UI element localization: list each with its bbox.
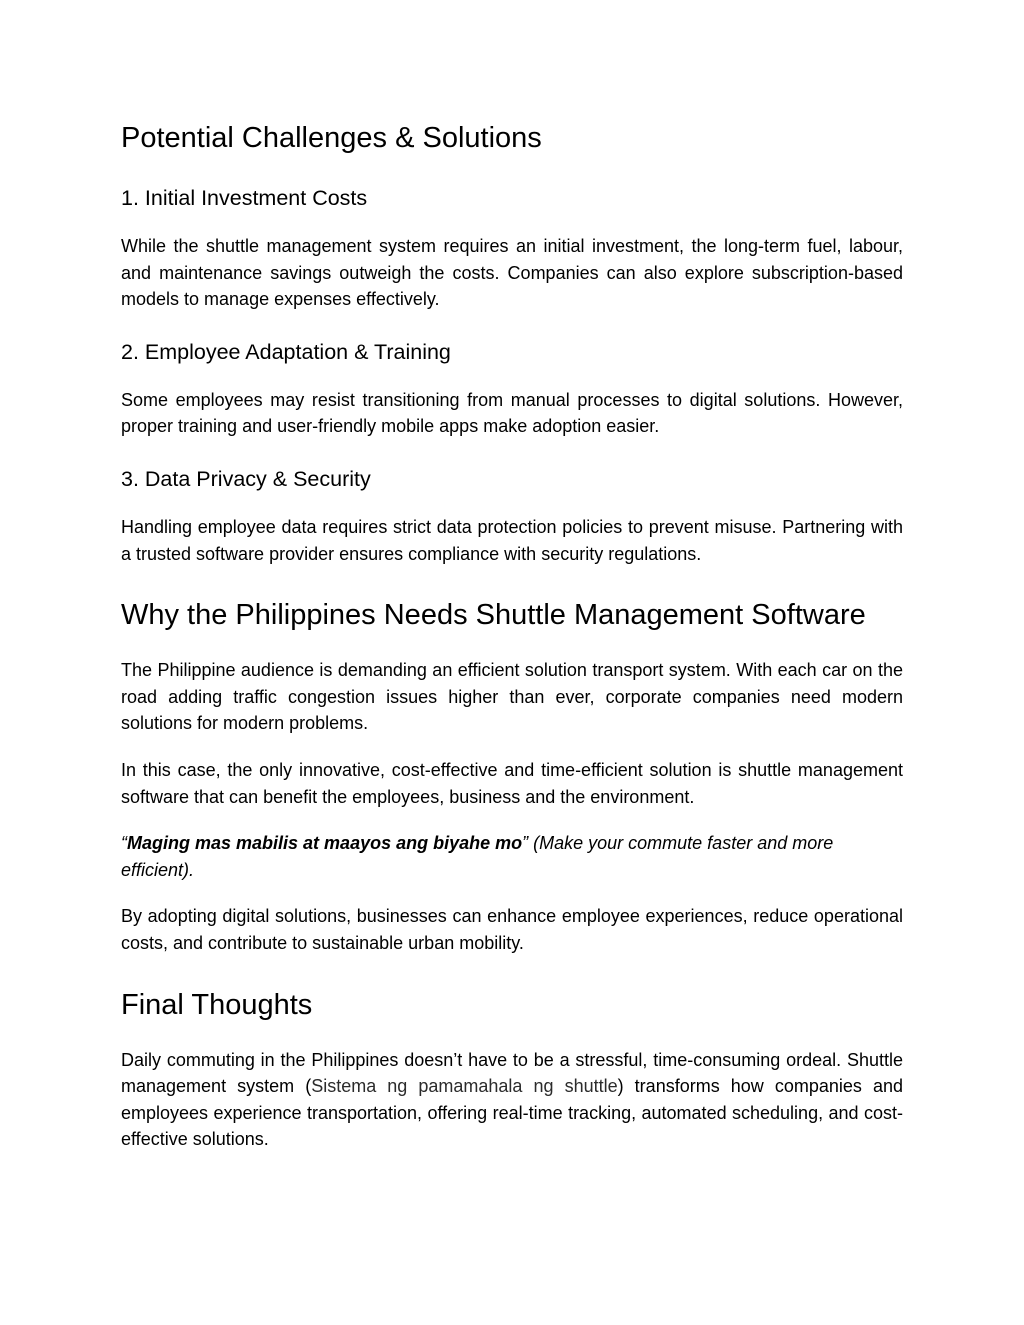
section-heading-challenges: Potential Challenges & Solutions — [121, 122, 542, 154]
final-text-before: Daily commuting in the Philippines doesn’t have to be a stressful, time-consuming ordeal. Shuttle management system ( — [121, 1049, 903, 1097]
final-text-after: ) transforms how companies and employees experience transportation, offering real-time tracking, automated scheduling, and cost-effective solutions. — [121, 1076, 903, 1150]
subheading-employee-adaptation: 2. Employee Adaptation & Training — [121, 339, 451, 364]
quote-open-mark: “ — [121, 833, 127, 854]
paragraph-final-thoughts — [121, 1047, 903, 1153]
section-heading-philippines: Why the Philippines Needs Shuttle Management Software — [121, 599, 866, 632]
subheading-data-privacy: 3. Data Privacy & Security — [121, 466, 371, 491]
quote-paragraph — [121, 830, 866, 883]
paragraph-digital-solutions: By adopting digital solutions, businesses can enhance employee experiences, reduce operational costs, and contribute to sustainable urban mobility. — [121, 906, 903, 953]
document-content — [121, 120, 903, 1153]
quote-close-mark: ” — [522, 833, 529, 854]
paragraph-philippine-audience: The Philippine audience is demanding an efficient solution transport system. With each car on the road adding traffic congestion issues higher than ever, corporate companies need modern solutions for modern problems. — [121, 660, 903, 734]
paragraph-data-privacy: Handling employee data requires strict data protection policies to prevent misuse. Partnering with a trusted software provider ensures compliance with security regulations. — [121, 516, 903, 564]
paragraph-innovative-solution: In this case, the only innovative, cost-effective and time-efficient solution is shuttle management software that can benefit the employees, business and the environment. — [121, 759, 903, 807]
quote-tagalog-phrase: Maging mas mabilis at maayos ang biyahe mo — [127, 833, 523, 854]
section-heading-final-thoughts: Final Thoughts — [121, 988, 313, 1021]
subheading-investment-costs: 1. Initial Investment Costs — [121, 186, 368, 210]
tagalog-term-link[interactable]: Sistema ng pamamahala ng shuttle — [311, 1076, 618, 1097]
paragraph-investment-costs: While the shuttle management system requires an initial investment, the long-term fuel, labour, and maintenance savings outweigh the costs. Companies can also explore subscription-based models to manage expenses effectively. — [121, 236, 903, 310]
paragraph-employee-adaptation: Some employees may resist transitioning from manual processes to digital solutions. However, proper training and user-friendly mobile apps make adoption easier. — [121, 389, 903, 437]
quote-translation: (Make your commute faster and more efficient). — [121, 833, 834, 880]
